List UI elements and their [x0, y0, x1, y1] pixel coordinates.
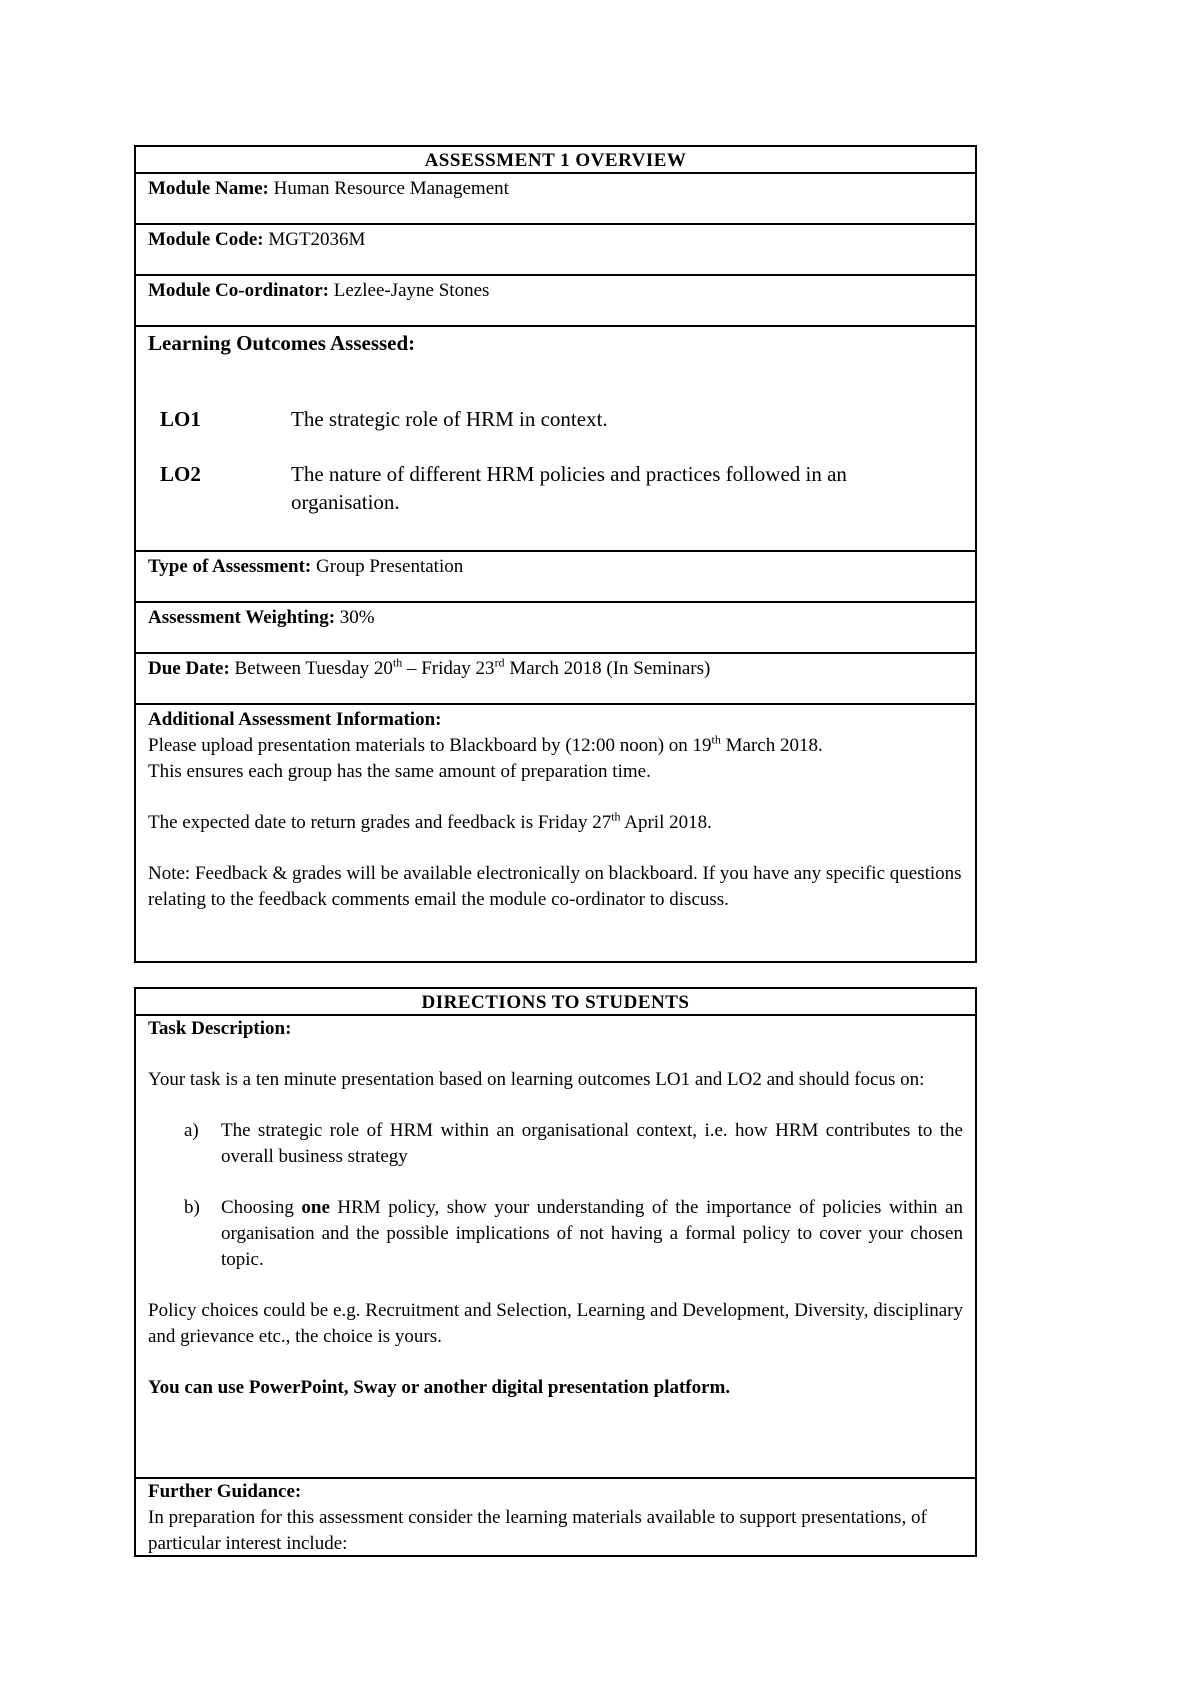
assessment-type-row — [136, 552, 975, 603]
task-item-emphasis: one — [301, 1197, 330, 1218]
additional-info-row — [136, 705, 975, 913]
module-name-row — [136, 174, 975, 225]
assessment-type-label: Type of Assessment: — [148, 556, 312, 577]
due-date-suffix: th — [392, 655, 403, 670]
task-item-a — [148, 1118, 963, 1170]
platform-note: You can use PowerPoint, Sway or another digital presentation platform. — [148, 1377, 731, 1398]
upload-instructions — [148, 733, 963, 759]
module-code-row — [136, 225, 975, 276]
task-intro: Your task is a ten minute presentation based on learning outcomes LO1 and LO2 and should focus on: — [148, 1069, 925, 1090]
task-item-text: Choosing — [221, 1197, 302, 1218]
further-guidance-text: In preparation for this assessment consider the learning materials available to support presentations, of particular interest include: — [148, 1507, 927, 1554]
return-suffix: th — [611, 809, 621, 824]
learning-outcome-code: LO1 — [160, 407, 201, 431]
task-item-b — [148, 1195, 963, 1273]
due-date-suffix: rd — [494, 655, 505, 670]
task-description-row — [136, 1016, 975, 1479]
additional-info-label: Additional Assessment Information: — [148, 709, 442, 730]
module-code-label: Module Code: — [148, 229, 264, 250]
coordinator-row — [136, 276, 975, 327]
due-date-text — [234, 655, 711, 679]
feedback-note: Note: Feedback & grades will be available electronically on blackboard. If you have any specific questions relating to the feedback comments email the module co-ordinator to discuss. — [148, 863, 962, 910]
directions-table — [134, 987, 977, 1557]
coordinator-value: Lezlee-Jayne Stones — [333, 280, 490, 301]
module-code-value: MGT2036M — [268, 229, 366, 250]
learning-outcomes-row — [136, 327, 975, 552]
due-date-part: – Friday 23 — [402, 658, 495, 679]
return-text: April 2018. — [620, 812, 712, 833]
due-date-label: Due Date: — [148, 658, 230, 679]
task-item-text: The strategic role of HRM within an organisational context, i.e. how HRM contributes to the overall business strategy — [221, 1120, 963, 1167]
assessment-overview-table — [134, 145, 977, 963]
overview-heading: ASSESSMENT 1 OVERVIEW — [136, 147, 975, 174]
policy-choices: Policy choices could be e.g. Recruitment and Selection, Learning and Development, Diversity, disciplinary and grievance etc., the choice is yours. — [148, 1300, 963, 1347]
task-description-label: Task Description: — [148, 1018, 292, 1039]
directions-heading: DIRECTIONS TO STUDENTS — [136, 989, 975, 1016]
learning-outcome-text: The strategic role of HRM in context. — [291, 407, 608, 431]
task-item-label: b) — [184, 1197, 200, 1218]
return-text: The expected date to return grades and feedback is Friday 27 — [148, 812, 612, 833]
return-date-text — [148, 810, 963, 836]
further-guidance-label: Further Guidance: — [148, 1481, 302, 1502]
learning-outcome-code: LO2 — [160, 462, 201, 486]
upload-reason: This ensures each group has the same amount of preparation time. — [148, 761, 651, 782]
due-date-part: March 2018 (In Seminars) — [504, 658, 711, 679]
due-date-part: Between Tuesday 20 — [234, 658, 393, 679]
further-guidance-row — [136, 1479, 975, 1557]
assessment-type-value: Group Presentation — [316, 556, 464, 577]
due-date-row — [136, 654, 975, 705]
module-name-label: Module Name: — [148, 178, 269, 199]
weighting-row — [136, 603, 975, 654]
learning-outcomes-title: Learning Outcomes Assessed: — [148, 331, 416, 355]
weighting-label: Assessment Weighting: — [148, 607, 336, 628]
module-name-value: Human Resource Management — [273, 178, 509, 199]
upload-suffix: th — [711, 732, 721, 747]
coordinator-label: Module Co-ordinator: — [148, 280, 330, 301]
task-item-label: a) — [184, 1120, 199, 1141]
weighting-value: 30% — [339, 607, 375, 628]
upload-text: March 2018. — [720, 735, 823, 756]
learning-outcome-text: The nature of different HRM policies and practices followed in an organisation. — [291, 462, 847, 514]
upload-text: Please upload presentation materials to Blackboard by (12:00 noon) on 19 — [148, 735, 712, 756]
task-item-text: HRM policy, show your understanding of the importance of policies within an organisation and the possible implications of not having a formal policy to cover your chosen topic. — [221, 1197, 963, 1270]
